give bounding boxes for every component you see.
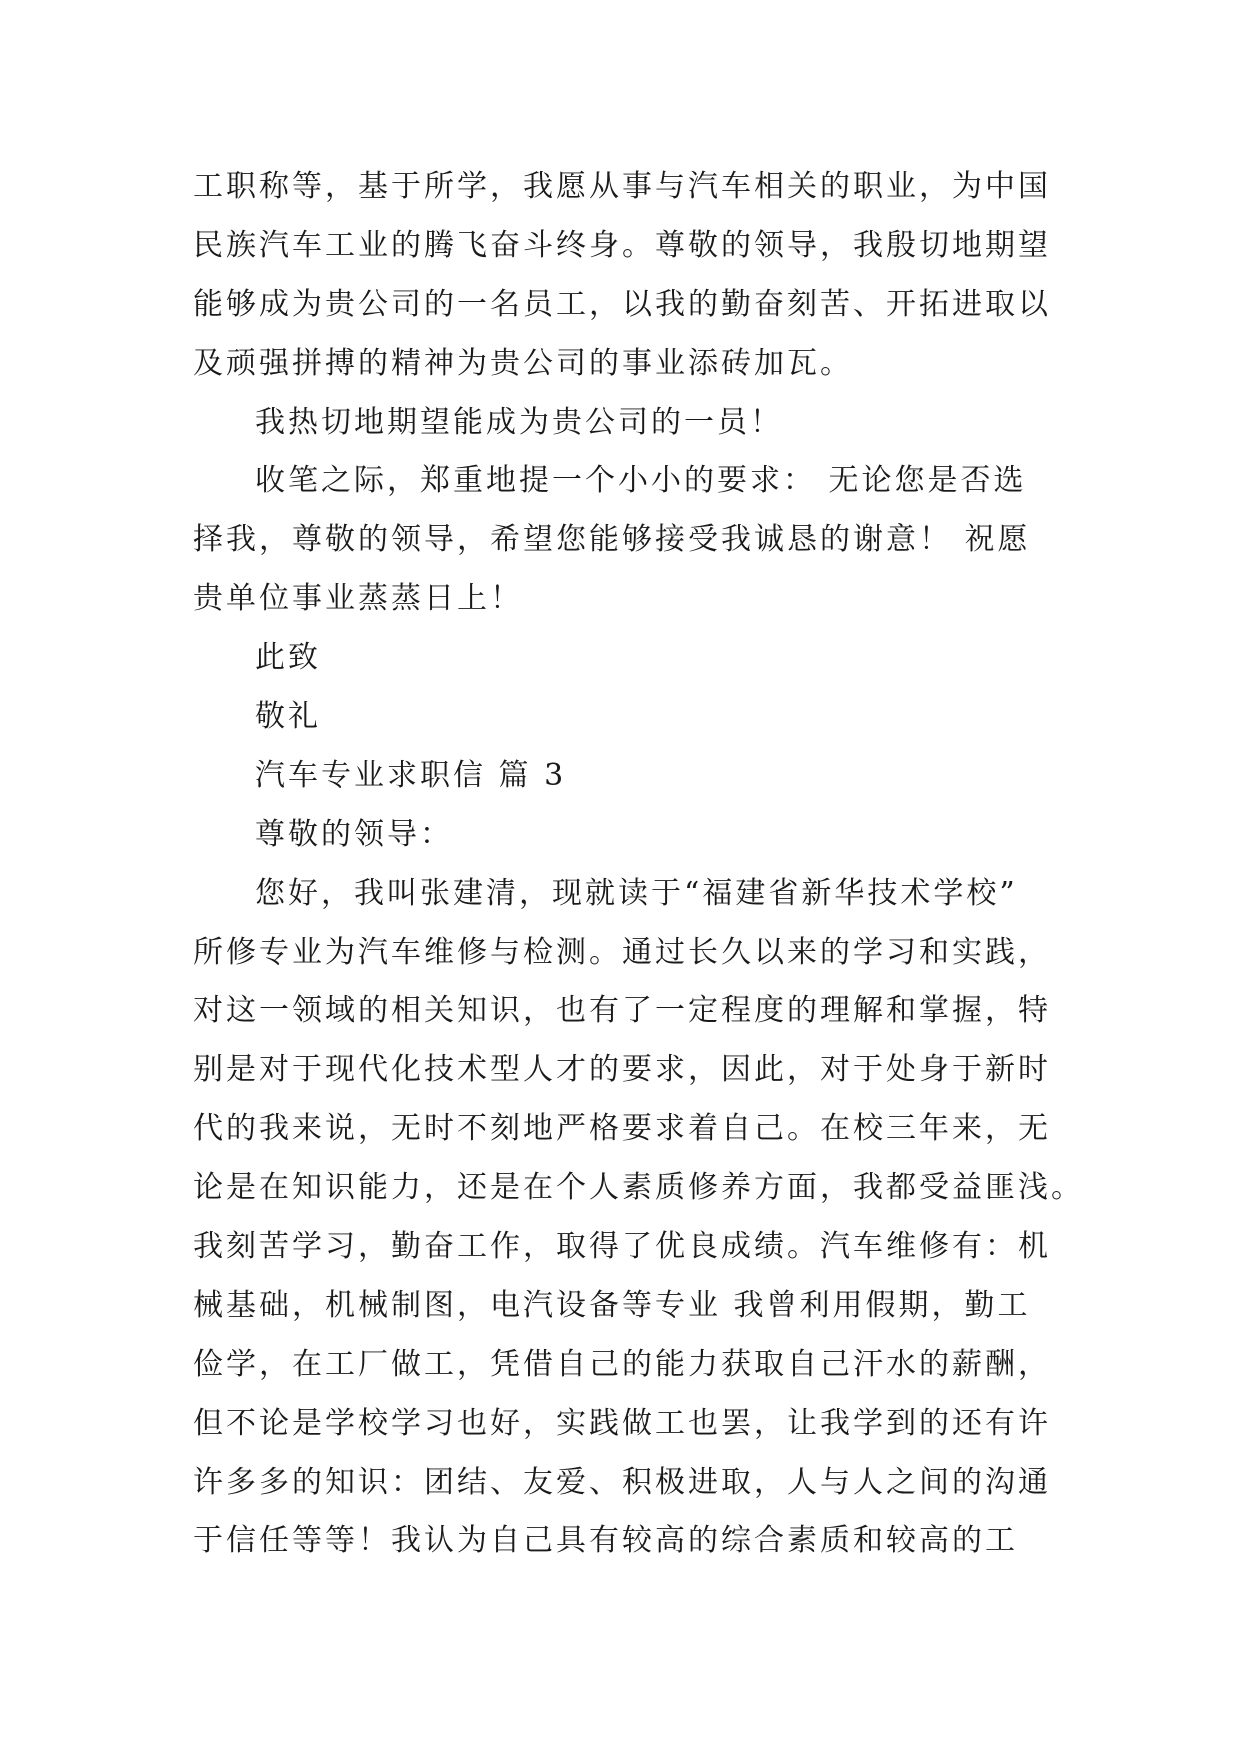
document-body bbox=[193, 158, 1084, 1571]
text-line: 民族汽车工业的腾飞奋斗终身。尊敬的领导，我殷切地期望 bbox=[193, 227, 1051, 263]
text-line: 于信任等等！我认为自己具有较高的综合素质和较高的工 bbox=[193, 1523, 1018, 1559]
text-line: 论是在知识能力，还是在个人素质修养方面，我都受益匪浅。 bbox=[193, 1170, 1084, 1206]
text-line: 但不论是学校学习也好，实践做工也罢，让我学到的还有许 bbox=[193, 1405, 1051, 1441]
text-line: 我刻苦学习，勤奋工作，取得了优良成绩。汽车维修有：机 bbox=[193, 1229, 1051, 1265]
text-line: 代的我来说，无时不刻地严格要求着自己。在校三年来，无 bbox=[193, 1111, 1051, 1147]
text-line: 我热切地期望能成为贵公司的一员！ bbox=[255, 404, 783, 440]
text-line: 尊敬的领导： bbox=[255, 816, 453, 852]
text-line: 械基础，机械制图，电汽设备等专业 我曾利用假期，勤工 bbox=[193, 1287, 1031, 1323]
text-line: 能够成为贵公司的一名员工，以我的勤奋刻苦、开拓进取以 bbox=[193, 286, 1051, 322]
text-line: 敬礼 bbox=[255, 699, 321, 735]
text-line: 及顽强拼搏的精神为贵公司的事业添砖加瓦。 bbox=[193, 345, 853, 381]
text-line: 汽车专业求职信 篇 3 bbox=[255, 757, 567, 793]
text-line: 工职称等，基于所学，我愿从事与汽车相关的职业，为中国 bbox=[193, 169, 1051, 204]
text-line: 所修专业为汽车维修与检测。通过长久以来的学习和实践， bbox=[193, 934, 1051, 970]
text-line: 许多多的知识：团结、友爱、积极进取，人与人之间的沟通 bbox=[193, 1464, 1051, 1500]
text-line: 俭学，在工厂做工，凭借自己的能力获取自己汗水的薪酬， bbox=[193, 1346, 1051, 1382]
text-line: 收笔之际，郑重地提一个小小的要求： 无论您是否选 bbox=[255, 463, 1027, 499]
text-line: 别是对于现代化技术型人才的要求，因此，对于处身于新时 bbox=[193, 1052, 1051, 1088]
text-line: 您好，我叫张建清，现就读于“福建省新华技术学校” bbox=[255, 875, 1018, 911]
text-line: 择我，尊敬的领导，希望您能够接受我诚恳的谢意！ 祝愿 bbox=[193, 522, 1031, 558]
text-line: 此致 bbox=[255, 640, 321, 676]
text-line: 贵单位事业蒸蒸日上！ bbox=[193, 581, 523, 617]
text-line: 对这一领域的相关知识，也有了一定程度的理解和掌握，特 bbox=[193, 993, 1051, 1029]
